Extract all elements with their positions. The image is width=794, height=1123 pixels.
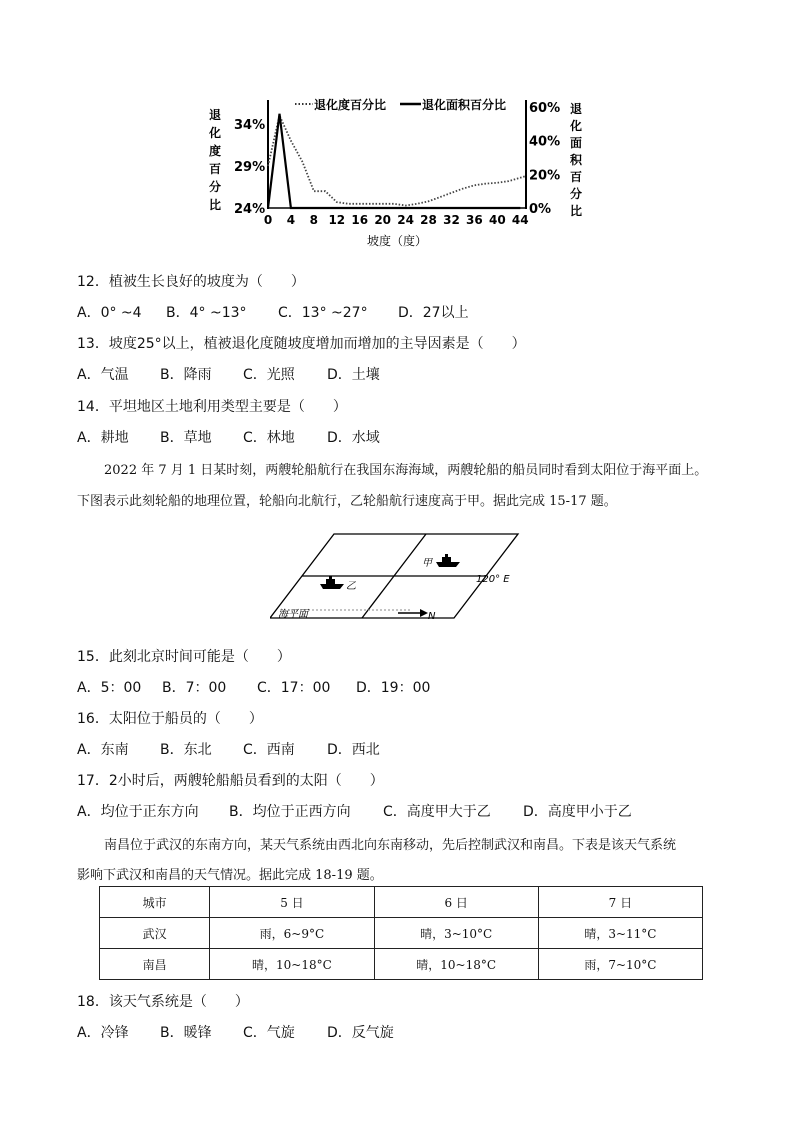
q18-option-c[interactable]: C．气旋 (243, 1025, 295, 1041)
sea-level-label: 海平面 (278, 609, 308, 620)
x-tick-label: 4 (286, 213, 296, 227)
passage-1-line-1: 2022 年 7 月 1 日某时刻，两艘轮船航行在我国东海海域，两艘轮船的船员同时看到太阳位于海平面上。 (104, 463, 708, 478)
left-axis-label-char: 退 (209, 108, 222, 122)
right-axis-label-char: 积 (570, 153, 583, 167)
x-tick-label: 12 (328, 213, 346, 227)
ship-a-icon (436, 554, 460, 567)
table-cell: 武汉 (100, 918, 210, 949)
left-axis-label-char: 百 (209, 162, 222, 176)
table-header-row (100, 887, 703, 918)
q15-option-c[interactable]: C．17：00 (257, 680, 331, 696)
q12-option-b[interactable]: B．4° ~13° (166, 305, 247, 321)
x-tick-label: 24 (397, 213, 414, 227)
left-tick-label: 34% (234, 117, 266, 133)
right-axis-label-char: 化 (570, 119, 583, 133)
right-axis-label-char: 百 (570, 170, 583, 184)
x-tick-label: 8 (309, 213, 319, 227)
q15-option-a[interactable]: A．5：00 (77, 680, 142, 696)
degradation-degree-series-line (268, 115, 526, 205)
x-tick-label: 0 (263, 213, 273, 227)
x-tick-label: 32 (443, 213, 460, 227)
q14-option-b[interactable]: B．草地 (160, 430, 212, 446)
q16-option-d[interactable]: D．西北 (327, 742, 380, 758)
table-header-cell: 5 日 (210, 887, 374, 918)
q17-option-d[interactable]: D．高度甲小于乙 (523, 804, 632, 820)
right-axis-label-char: 分 (570, 187, 583, 201)
q13-option-a[interactable]: A．气温 (77, 367, 129, 383)
x-tick-label: 20 (374, 213, 392, 227)
question-18: 18．该天气系统是（ ） (77, 994, 249, 1010)
degradation-chart (195, 85, 615, 260)
q15-option-d[interactable]: D．19：00 (356, 680, 431, 696)
q13-option-c[interactable]: C．光照 (243, 367, 295, 383)
q18-option-a[interactable]: A．冷锋 (77, 1025, 129, 1041)
table-cell: 晴，3~10°C (374, 918, 538, 949)
question-15: 15．此刻北京时间可能是（ ） (77, 649, 291, 665)
left-axis-label-char: 度 (209, 144, 222, 158)
right-tick-label: 0% (529, 202, 552, 217)
north-arrowhead-icon (420, 609, 428, 617)
left-axis-label-char: 比 (209, 198, 222, 212)
q17-option-b[interactable]: B．均位于正西方向 (229, 804, 351, 820)
q15-option-b[interactable]: B．7：00 (162, 680, 227, 696)
right-axis-label-char: 比 (570, 204, 583, 218)
q17-option-c[interactable]: C．高度甲大于乙 (383, 804, 491, 820)
left-tick-label: 29% (234, 159, 266, 175)
north-label: N (428, 611, 436, 622)
table-cell: 南昌 (100, 949, 210, 980)
passage-2-line-2: 影响下武汉和南昌的天气情况。据此完成 18-19 题。 (77, 868, 383, 883)
table-cell: 晴，3~11°C (538, 918, 702, 949)
x-tick-label: 28 (420, 213, 437, 227)
left-axis-label-char: 化 (209, 126, 222, 140)
table-row (100, 918, 703, 949)
x-tick-label: 16 (351, 213, 369, 227)
x-tick-label: 40 (488, 213, 506, 227)
table-header-cell: 7 日 (538, 887, 702, 918)
q13-option-d[interactable]: D．土壤 (327, 367, 380, 383)
x-axis-label: 坡度（度） (367, 234, 428, 248)
table-header-cell: 城市 (100, 887, 210, 918)
right-axis-label-char: 面 (570, 136, 583, 150)
q16-option-a[interactable]: A．东南 (77, 742, 129, 758)
table-row (100, 949, 703, 980)
legend-degradation-label: 退化度百分比 (314, 98, 387, 112)
question-17: 17．2小时后，两艘轮船船员看到的太阳（ ） (77, 773, 384, 789)
q16-option-b[interactable]: B．东北 (160, 742, 212, 758)
legend-area-label: 退化面积百分比 (422, 98, 507, 112)
q14-option-c[interactable]: C．林地 (243, 430, 295, 446)
q18-option-d[interactable]: D．反气旋 (327, 1025, 394, 1041)
ship-b-icon (320, 576, 344, 589)
left-tick-label: 24% (234, 202, 266, 217)
table-cell: 晴，10~18°C (374, 949, 538, 980)
right-tick-label: 40% (529, 134, 561, 150)
left-axis-label-char: 分 (209, 180, 222, 194)
right-axis-label (569, 102, 583, 218)
table-cell: 雨，6~9°C (210, 918, 374, 949)
x-tick-label: 44 (511, 213, 529, 227)
ship-b-label: 乙 (346, 581, 356, 592)
q14-option-a[interactable]: A．耕地 (77, 430, 129, 446)
passage-2-line-1: 南昌位于武汉的东南方向，某天气系统由西北向东南移动，先后控制武汉和南昌。下表是该天气系统 (104, 838, 677, 853)
table-cell: 晴，10~18°C (210, 949, 374, 980)
q13-option-b[interactable]: B．降雨 (160, 367, 212, 383)
weather-table (99, 886, 703, 980)
q16-option-c[interactable]: C．西南 (243, 742, 295, 758)
q12-option-c[interactable]: C．13° ~27° (278, 305, 368, 321)
left-axis-label (208, 108, 221, 212)
ship-a-label: 甲 (422, 558, 432, 569)
right-tick-label: 20% (529, 168, 561, 184)
question-16: 16．太阳位于船员的（ ） (77, 711, 263, 727)
longitude-label: 120° E (476, 574, 510, 585)
right-axis-label-char: 退 (570, 102, 583, 116)
table-cell: 雨，7~10°C (538, 949, 702, 980)
x-tick-label: 36 (466, 213, 483, 227)
q14-option-d[interactable]: D．水域 (327, 430, 380, 446)
ship-position-diagram (270, 526, 530, 626)
q12-option-d[interactable]: D．27以上 (398, 305, 469, 321)
question-13: 13．坡度25°以上，植被退化度随坡度增加而增加的主导因素是（ ） (77, 336, 526, 352)
right-tick-label: 60% (529, 101, 561, 116)
table-header-cell: 6 日 (374, 887, 538, 918)
question-12: 12．植被生长良好的坡度为（ ） (77, 274, 305, 290)
question-14: 14．平坦地区土地利用类型主要是（ ） (77, 399, 347, 415)
q12-option-a[interactable]: A．0° ~4 (77, 305, 142, 321)
q18-option-b[interactable]: B．暖锋 (160, 1025, 212, 1041)
degraded-area-series-line (268, 114, 520, 208)
passage-1-line-2: 下图表示此刻轮船的地理位置，轮船向北航行，乙轮船航行速度高于甲。据此完成 15-17 题。 (77, 494, 617, 509)
q17-option-a[interactable]: A．均位于正东方向 (77, 804, 199, 820)
